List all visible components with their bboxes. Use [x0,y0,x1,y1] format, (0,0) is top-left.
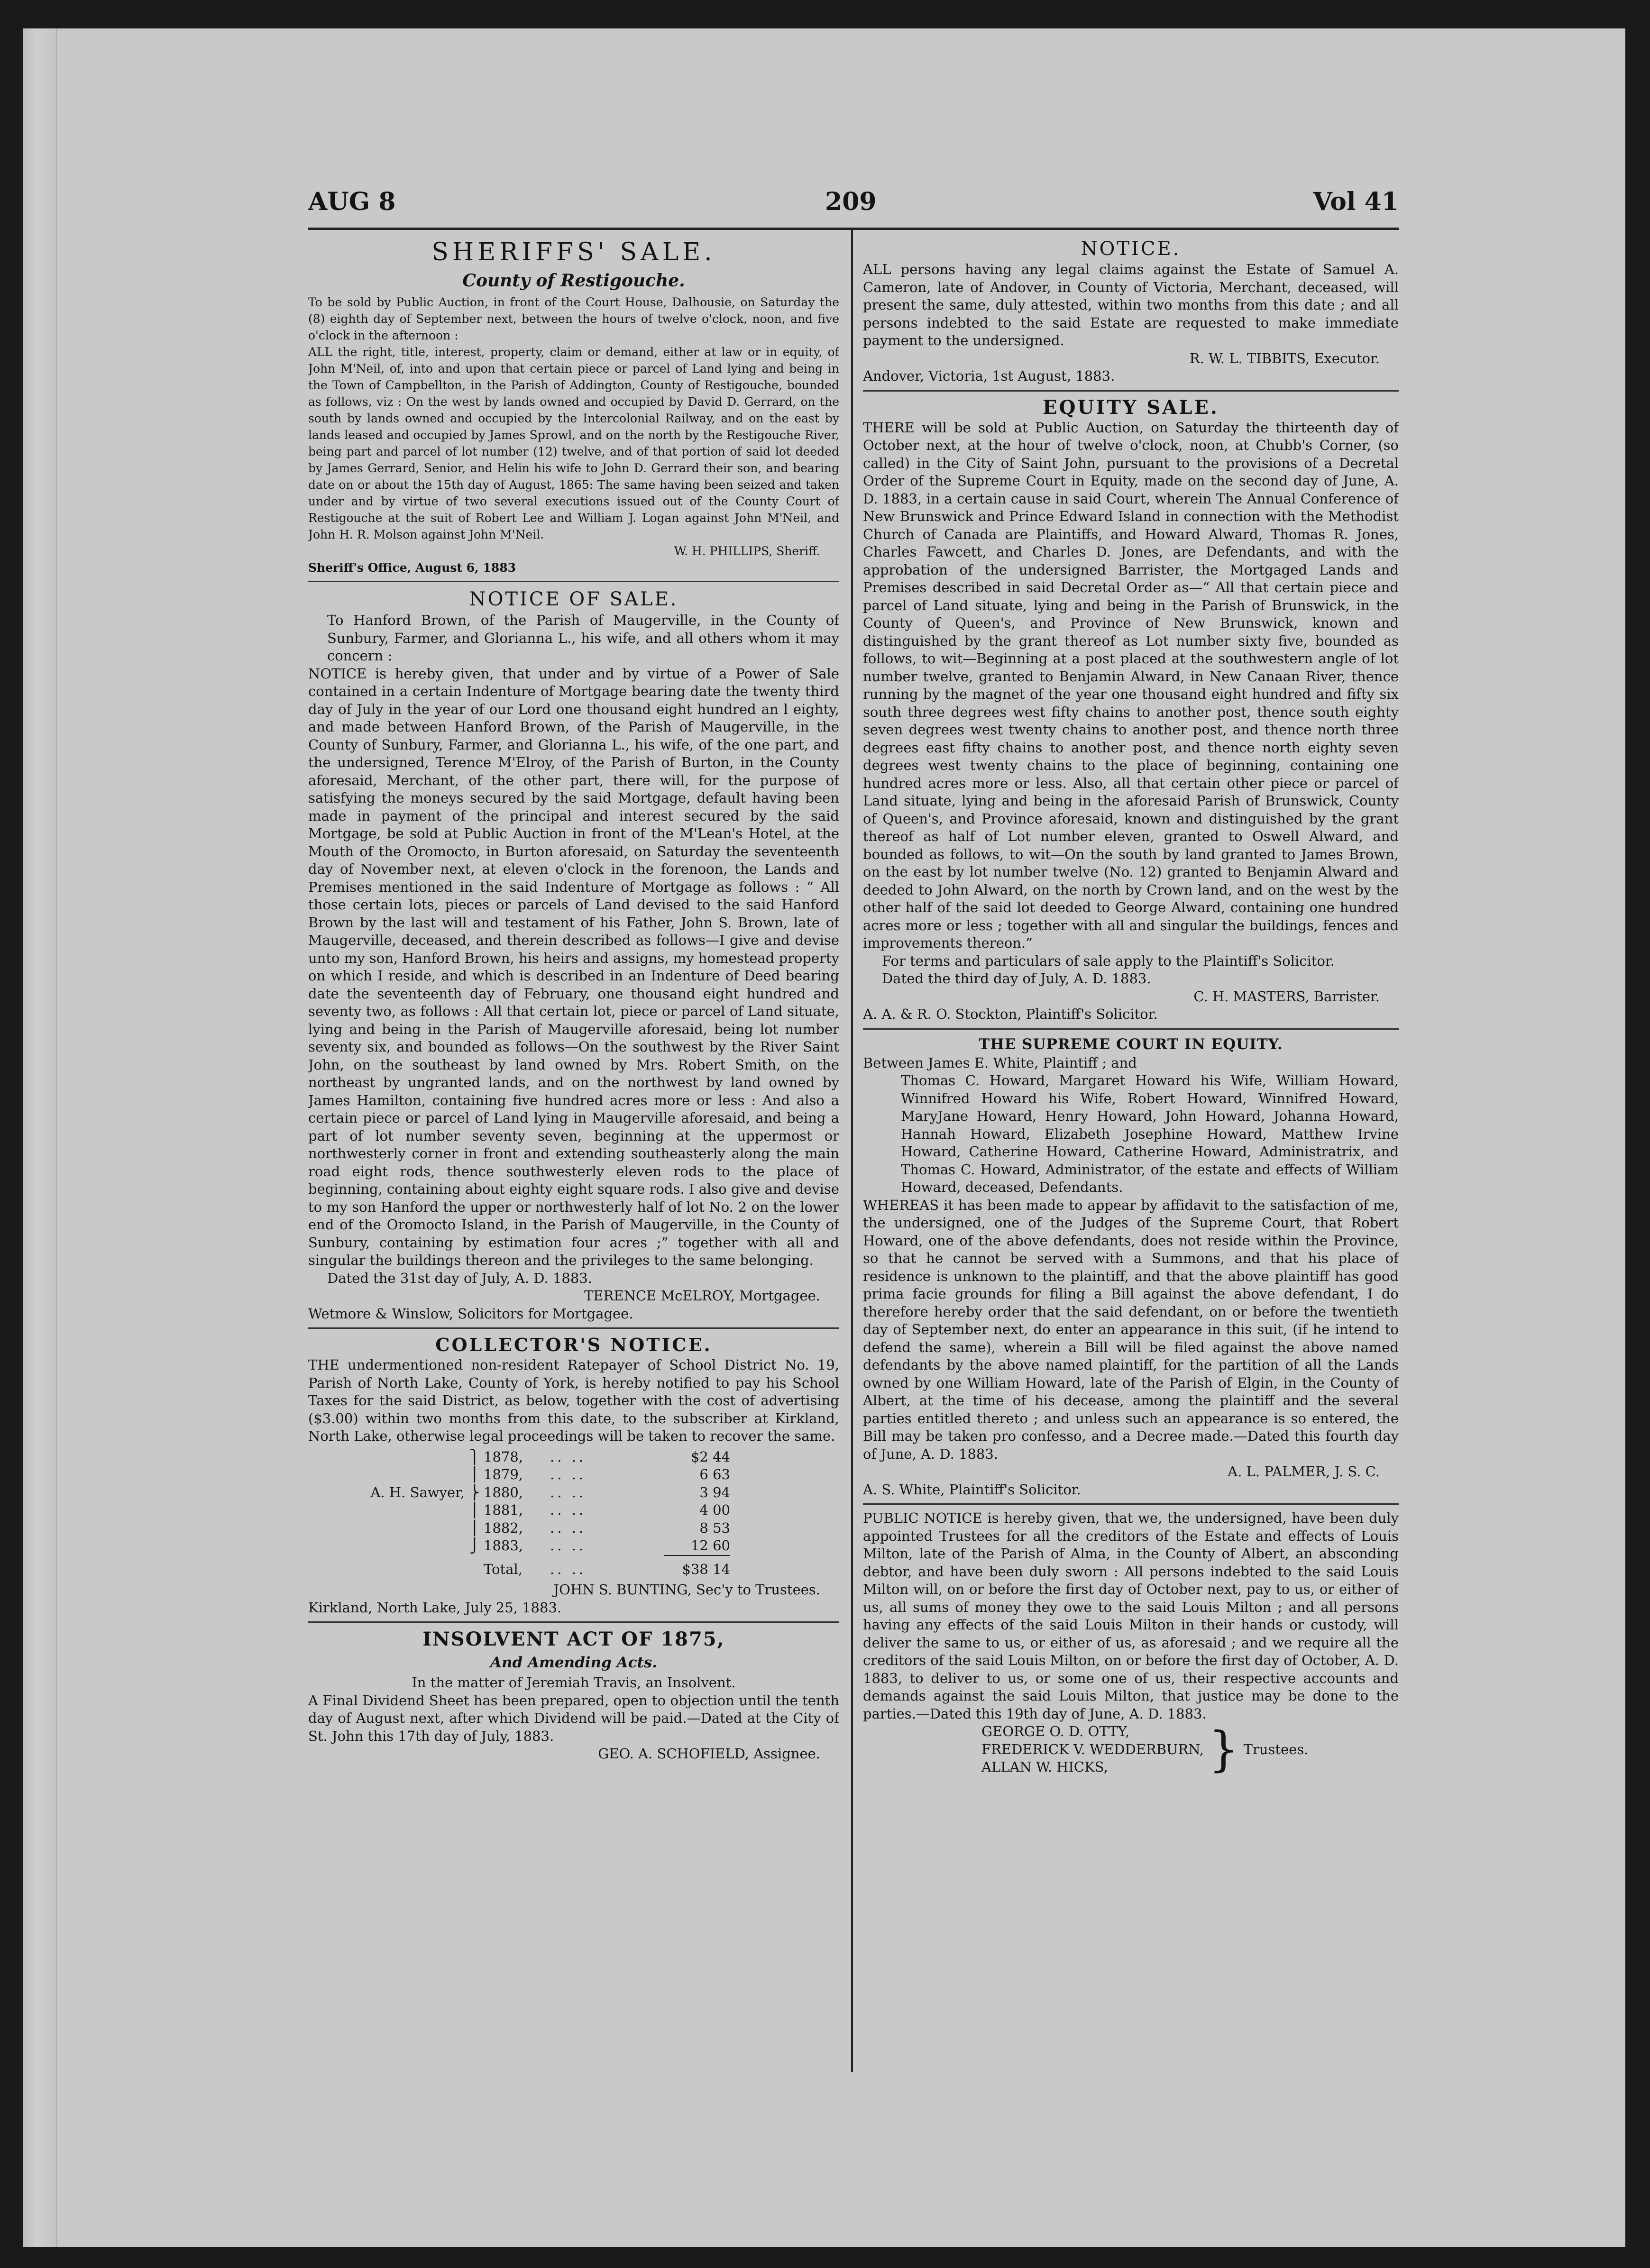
header-date: AUG 8 [308,187,396,216]
insolvent-act [308,1628,839,1763]
insolvent-act-body: A Final Dividend Sheet has been prepared, open to objection until the tenth day of August next, after which Dividend will be paid.—Dated at the City of St. John this 17th day of July, 1883. [308,1692,839,1744]
equity-sale-title: EQUITY SALE. [1043,396,1219,419]
insolvent-act-matter: In the matter of Jeremiah Travis, an Insolvent. [412,1674,736,1691]
divider [863,1028,1399,1030]
supreme-court-defendants: Thomas C. Howard, Margaret Howard his Wife, William Howard, Winnifred Howard his Wife, Robert Howard, Winnifred Howard, MaryJane Howard, Henry Howard, John Howard, Johanna Howard, Hannah Howard, Elizabeth Josephine Howard, Matthew Irvine Howard, Catherine Howard, Catherine Howard, Administratrix, and Thomas C. Howard, Administrator, of the estate and effects of William Howard, deceased, Defendants. [901,1072,1399,1195]
table-total-row: Total, .. .. $38 14 [308,1561,839,1579]
trustees-block [981,1723,1399,1776]
collectors-notice-body: THE undermentioned non-resident Ratepayer of School District No. 19, Parish of North Lake, County of York, is hereby notified to pay his School Taxes for the said District, as below, together with the cost of advertising ($3.00) within two months from this date, to the subscriber at Kirkland, North Lake, otherwise legal proceedings will be taken to recover the same. [308,1357,839,1444]
notice-of-sale-signature: TERENCE McELROY, Mortgagee. [584,1288,820,1304]
divider [308,581,839,582]
ratepayer-name: A. H. Sawyer, [370,1484,465,1500]
collectors-notice-title: COLLECTOR'S NOTICE. [435,1334,712,1355]
sheriffs-sale [308,237,839,576]
sheriffs-sale-title: SHERIFFS' SALE. [431,238,716,266]
equity-sale-solicitor: A. A. & R. O. Stockton, Plaintiff's Solicitor. [863,1006,1158,1022]
collectors-notice-signature: JOHN S. BUNTING, Sec'y to Trustees. [553,1582,820,1598]
notice-of-sale [308,587,839,1323]
divider [863,390,1399,392]
supreme-court [863,1034,1399,1499]
header-page-number: 209 [825,187,877,216]
collectors-notice [308,1334,839,1617]
notice-of-sale-title: NOTICE OF SALE. [469,588,678,610]
supreme-court-title: THE SUPREME COURT IN EQUITY. [979,1035,1283,1053]
equity-sale-terms: For terms and particulars of sale apply to the Plaintiff's Solicitor. [882,952,1335,969]
notice-signature: R. W. L. TIBBITS, Executor. [1189,350,1380,366]
divider [308,1621,839,1623]
notice-of-sale-solicitors: Wetmore & Winslow, Solicitors for Mortgagee. [308,1305,633,1322]
total-label: Total, [484,1561,522,1577]
table-row: ⎭ 1883, .. .. 12 60 [308,1537,839,1556]
insolvent-act-signature: GEO. A. SCHOFIELD, Assignee. [598,1746,820,1762]
supreme-court-signature: A. L. PALMER, J. S. C. [1228,1463,1380,1480]
table-row: ⎫ 1878, .. .. $2 44 [469,1448,730,1465]
table-row: A. H. Sawyer, ⎬ 1880, .. .. 3 94 [308,1484,839,1502]
tax-table [308,1448,839,1579]
trustee-name: FREDERICK V. WEDDERBURN, [981,1741,1204,1757]
trustee-name: GEORGE O. D. OTTY, [981,1723,1130,1739]
table-row: ⎪ 1882, .. .. 8 53 [469,1519,730,1536]
public-notice-body: PUBLIC NOTICE is hereby given, that we, the undersigned, have been duly appointed Trustees for all the creditors of the Estate and effects of Louis Milton, late of the Parish of Alma, in the County of Albert, an absconding debtor, and have been duly sworn : All persons indebted to the said Louis Milton will, on or before the first day of October next, pay to us, or either of us, all sums of money they owe to the said Louis Milton ; and all persons having any effects of the said Louis Milton in their hands or custody, will deliver the same to us, or either of us, as aforesaid ; and we require all the creditors of the said Louis Milton, on or before the first day of October, A. D. 1883, to deliver to us, or some one of us, their respective accounts and demands against the said Louis Milton, that justice may be done to the parties.—Dated this 19th day of June, A. D. 1883. [863,1510,1399,1722]
total-amount: $38 14 [682,1561,730,1577]
sheriffs-sale-signature: W. H. PHILLIPS, Sheriff. [674,544,820,558]
trustee-name: ALLAN W. HICKS, [981,1759,1108,1775]
notice-of-sale-body: NOTICE is hereby given, that under and by virtue of a Power of Sale contained in a certain Indenture of Mortgage bearing date the twenty third day of July in the year of our Lord one thousand eight hundred an l eighty, and made between Hanford Brown, of the Parish of Maugerville, in the County of Sunbury, Farmer, and Glorianna L., his wife, of the one part, and the undersigned, Terence M'Elroy, of the Parish of Burton, in the County aforesaid, Merchant, of the other part, there will, for the purpose of satisfying the moneys secured by the said Mortgage, default having been made in payment of the principal and interest secured by the said Mortgage, be sold at Public Auction in front of the M'Lean's Hotel, at the Mouth of the Oromocto, in Burton aforesaid, on Saturday the seventeenth day of November next, at eleven o'clock in the forenoon, the Lands and Premises mentioned in the said Indenture of Mortgage as follows : “ All those certain lots, pieces or parcels of Land devised to the said Hanford Brown by the last will and testament of his Father, John S. Brown, late of Maugerville, deceased, and therein described as follows—I give and devise unto my son, Hanford Brown, his heirs and assigns, my homestead property on which I reside, and which is described in an Indenture of Deed bearing date the seventeenth day of February, one thousand eight hundred and seventy two, as follows : All that certain lot, piece or parcel of Land situate, lying and being in the Parish of Maugerville aforesaid, being lot number seventy six, and bounded as follows—On the southwest by the River Saint John, on the southeast by land owned by Mrs. Robert Smith, on the northeast by ungranted lands, and on the northwest by land owned by James Hamilton, containing five hundred acres more or less : And also a certain piece or parcel of Land lying in Maugerville aforesaid, and being a part of lot number seventy seven, beginning at the uppermost or northwesterly corner in front and extending southeasterly along the main road eight rods, thence southwesterly eleven rods to the place of beginning, containing about eighty eight square rods. I also give and devise to my son Hanford the upper or northwesterly half of lot No. 2 on the lower end of the Oromocto Island, in the Parish of Maugerville, in the County of Sunbury, containing by estimation four acres ;” together with all and singular the buildings thereon and the privileges to the same belonging. [308,665,839,1268]
sheriffs-sale-intro: To be sold by Public Auction, in front of the Court House, Dalhousie, on Saturday the (8) eighth day of September next, between the hours of twelve o'clock, noon, and five o'clock in the afternoon : [308,295,839,342]
notice-title: NOTICE. [1081,238,1181,260]
divider [863,1503,1399,1505]
left-column [308,237,839,2076]
notice-of-sale-address: To Hanford Brown, of the Parish of Maugerville, in the County of Sunbury, Farmer, and Glorianna L., his wife, and all others whom it may concern : [327,612,839,664]
trustees-label: Trustees. [1243,1741,1309,1757]
collectors-notice-place: Kirkland, North Lake, July 25, 1883. [308,1599,562,1616]
supreme-court-between: Between James E. White, Plaintiff ; and [863,1054,1137,1071]
table-row: ⎪ 1881, .. .. 4 00 [469,1502,730,1518]
page-header [308,187,1399,225]
header-volume: Vol 41 [1313,187,1399,216]
notice-place: Andover, Victoria, 1st August, 1883. [863,368,1115,384]
insolvent-act-subtitle: And Amending Acts. [490,1654,658,1671]
divider [308,1327,839,1329]
insolvent-act-title: INSOLVENT ACT OF 1875, [422,1628,725,1650]
sheriffs-sale-body: ALL the right, title, interest, property, claim or demand, either at law or in equity, of John M'Neil, of, into and upon that certain piece or parcel of Land lying and being in the Town of Campbellton, in the Parish of Addington, County of Restigouche, bounded as follows, viz : On the west by lands owned and occupied by David D. Gerrard, on the south by lands owned and occupied by the Intercolonial Railway, and on the east by lands leased and occupied by James Sprowl, and on the north by the Restigouche River, being part and parcel of lot number (12) twelve, and of that portion of said lot deeded by James Gerrard, Senior, and Helin his wife to John D. Gerrard their son, and bearing date on or about the 15th day of August, 1865: The same having been seized and taken under and by virtue of two several executions issued out of the County Court of Restigouche at the suit of Robert Lee and William J. Logan against John M'Neil, and John H. R. Molson against John M'Neil. [308,345,839,541]
notice [863,237,1399,385]
header-rule [308,228,1399,230]
equity-sale-body: THERE will be sold at Public Auction, on Saturday the thirteenth day of October next, at the hour of twelve o'clock, noon, at Chubb's Corner, (so called) in the City of Saint John, pursuant to the provisions of a Decretal Order of the Supreme Court in Equity, made on the second day of June, A. D. 1883, in a certain cause in said Court, wherein The Annual Conference of New Brunswick and Prince Edward Island in connection with the Methodist Church of Canada are Plaintiffs, and Howard Alward, Thomas R. Jones, Charles Fawcett, and Charles D. Jones, are Defendants, and with the approbation of the undersigned Barrister, the Mortgaged Lands and Premises described in said Decretal Order as—“ All that certain piece and parcel of Land situate, lying and being in the Parish of Brunswick, in the County of Queen's, and Province of New Brunswick, known and distinguished by the grant thereof as Lot number sixty five, bounded as follows, to wit—Beginning at a post placed at the southwestern angle of lot number twelve, granted to Benjamin Alward, in New Canaan River, thence running by the magnet of the year one thousand eight hundred and fifty six south three degrees west fifty chains to another post, thence south eighty seven degrees west twenty chains to another post, and thence north three degrees east fifty chains to another post, and thence north eighty seven degrees west twenty chains to the place of beginning, containing one hundred acres more or less. Also, all that certain other piece or parcel of Land situate, lying and being in the aforesaid Parish of Brunswick, County of Queen's, and Province aforesaid, known and distinguished by the grant thereof as half of Lot number eleven, granted to Oswell Alward, and bounded as follows, to wit—On the south by land granted to James Brown, on the east by lot number twelve (No. 12) granted to Benjamin Alward and deeded to John Alward, on the north by Crown land, and on the west by the other half of the said lot deeded to George Alward, containing one hundred acres more or less ; together with all and singular the buildings, fences and improvements thereon.” [863,419,1399,951]
notice-of-sale-dated: Dated the 31st day of July, A. D. 1883. [327,1270,592,1286]
equity-sale [863,396,1399,1024]
column-rule [851,228,853,2072]
supreme-court-solicitor: A. S. White, Plaintiff's Solicitor. [863,1481,1081,1498]
sheriffs-sale-county: County of Restigouche. [462,271,685,291]
brace: } [1209,1721,1239,1777]
sheriffs-office-date: Sheriff's Office, August 6, 1883 [308,561,516,575]
equity-sale-dated: Dated the third day of July, A. D. 1883. [882,970,1151,987]
notice-body: ALL persons having any legal claims against the Estate of Samuel A. Cameron, late of Andover, in County of Victoria, Merchant, deceased, will present the same, duly attested, within two months from this date ; and all persons indebted to the said Estate are requested to make immediate payment to the undersigned. [863,261,1399,348]
table-row: ⎪ 1879, .. .. 6 63 [469,1466,730,1482]
public-notice [863,1509,1399,1776]
right-column [863,237,1399,2076]
equity-sale-signature: C. H. MASTERS, Barrister. [1193,988,1380,1005]
supreme-court-body: WHEREAS it has been made to appear by affidavit to the satisfaction of me, the undersigned, one of the Judges of the Supreme Court, that Robert Howard, one of the above defendants, does not reside within the Province, so that he cannot be served with a Summons, and that his place of residence is unknown to the plaintiff, and that the above plaintiff has good prima facie grounds for filing a Bill against the above defendant, I do therefore hereby order that the said defendant, on or before the twentieth day of September next, do enter an appearance in this suit, (if he intend to defend the same), wherein a Bill will be filed against the above named defendants by the above named plaintiff, for the partition of all the Lands owned by one William Howard, late of the Parish of Elgin, in the County of Albert, at the time of his decease, among the plaintiff and the several parties entitled thereto ; and unless such an appearance is so entered, the Bill may be taken pro confesso, and a Decree made.—Dated this fourth day of June, A. D. 1883. [863,1197,1399,1462]
page-edge [23,28,57,2247]
